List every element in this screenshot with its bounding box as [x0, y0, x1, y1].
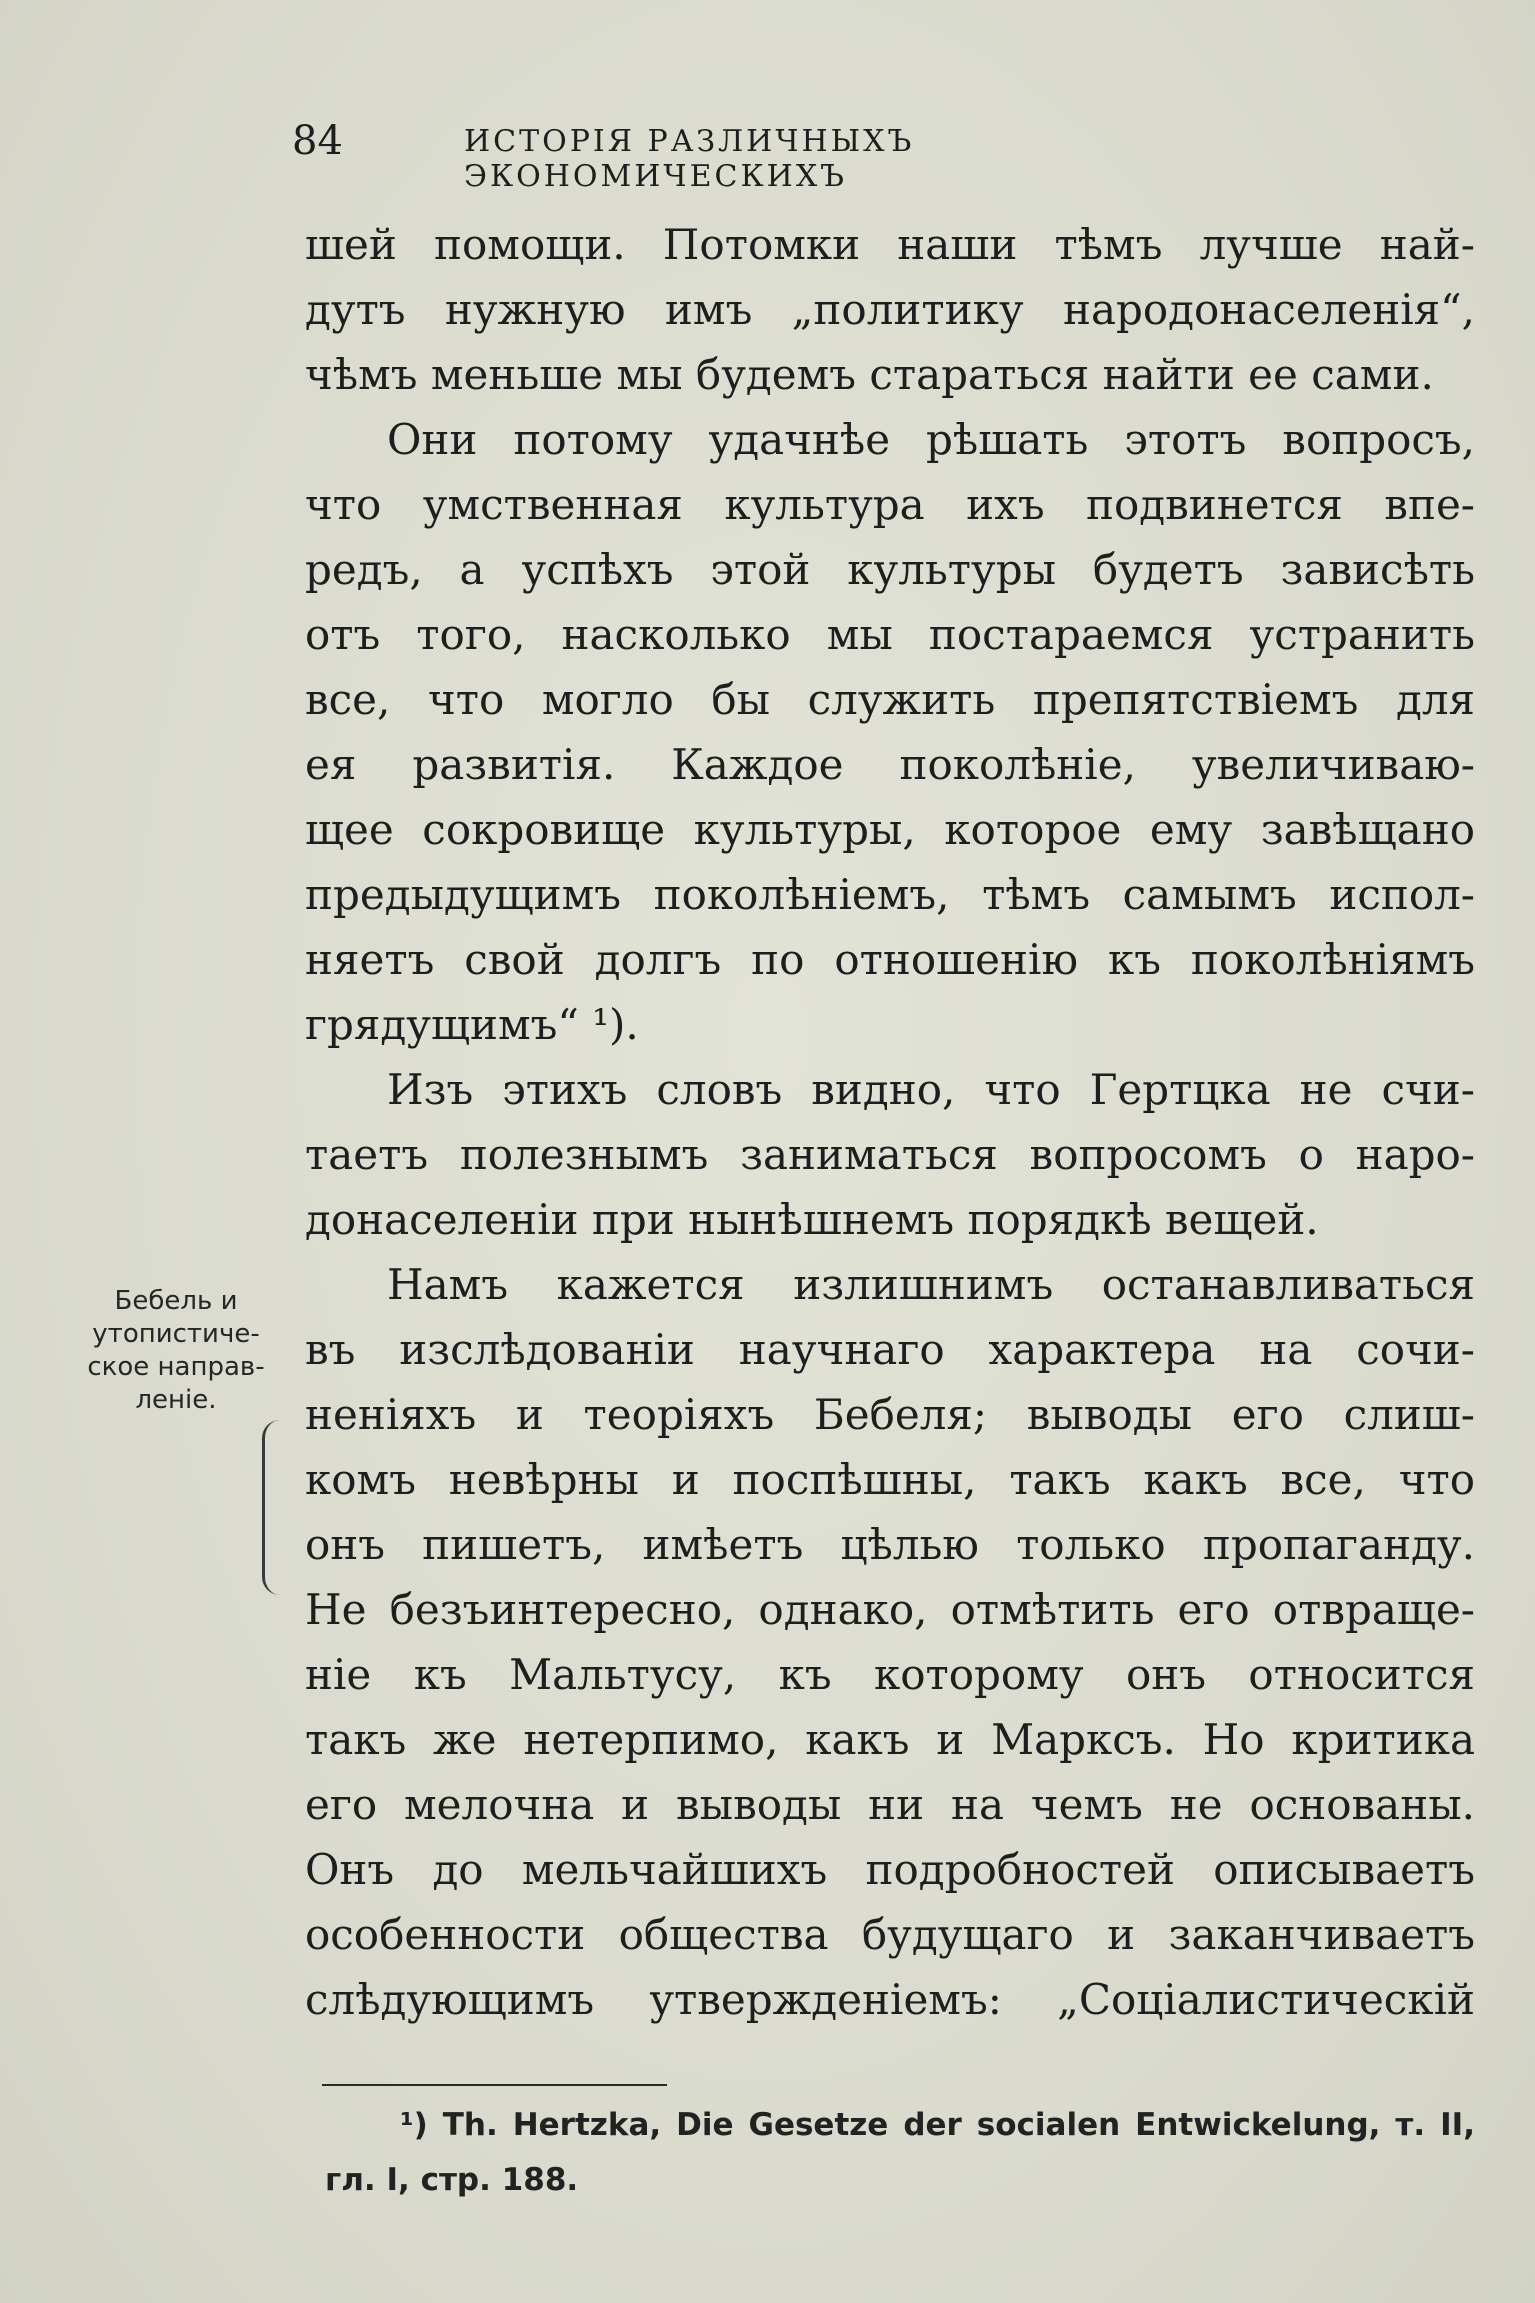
text-line: онъ пишетъ, имѣетъ цѣлью только пропаганду. [305, 1520, 1475, 1569]
text-line: что умственная культура ихъ подвинется впе- [305, 480, 1475, 529]
text-line: редъ, а успѣхъ этой культуры будетъ зависѣть [305, 545, 1475, 594]
footnote-line: ¹) Th. Hertzka, Die Gesetze der socialen Entwickelung, т. II, [400, 2107, 1475, 2143]
text-line: особенности общества будущаго и заканчиваетъ [305, 1910, 1475, 1959]
text-line: донаселеніи при нынѣшнемъ порядкѣ вещей. [305, 1195, 1319, 1244]
margin-note-line: леніе. [135, 1385, 217, 1415]
text-line: все, что могло бы служить препятствіемъ для [305, 675, 1475, 724]
text-line: щее сокровище культуры, которое ему завѣщано [305, 805, 1475, 854]
text-line: чѣмъ меньше мы будемъ стараться найти ее сами. [305, 350, 1434, 399]
text-line: такъ же нетерпимо, какъ и Марксъ. Но критика [305, 1715, 1475, 1764]
text-line: Не безъинтересно, однако, отмѣтить его отвраще- [305, 1585, 1475, 1634]
page-number: 84 [292, 118, 343, 164]
margin-note [56, 1285, 296, 1417]
text-line: шей помощи. Потомки наши тѣмъ лучше най- [305, 220, 1475, 269]
text-line: ніе къ Мальтусу, къ которому онъ относится [305, 1650, 1475, 1699]
text-line: комъ невѣрны и поспѣшны, такъ какъ все, что [305, 1455, 1475, 1504]
margin-note-line: Бебель и [114, 1286, 238, 1316]
text-line: его мелочна и выводы ни на чемъ не основаны. [305, 1780, 1475, 1829]
text-line: слѣдующимъ утвержденіемъ: „Соціалистическій [305, 1975, 1475, 2024]
footnote [325, 2098, 1475, 2208]
running-title: ИСТОРІЯ РАЗЛИЧНЫХЪ ЭКОНОМИЧЕСКИХЪ [464, 124, 915, 194]
text-line: дутъ нужную имъ „политику народонаселенія“, [305, 285, 1475, 334]
margin-note-line: утопистиче- [92, 1319, 260, 1349]
text-line: ея развитія. Каждое поколѣніе, увеличиваю- [305, 740, 1475, 789]
text-line: въ изслѣдованіи научнаго характера на сочи- [305, 1325, 1475, 1374]
text-line: предыдущимъ поколѣніемъ, тѣмъ самымъ испол- [305, 870, 1475, 919]
footnote-line: гл. I, стр. 188. [325, 2162, 579, 2198]
text-line: Изъ этихъ словъ видно, что Гертцка не счи- [387, 1065, 1475, 1114]
footnote-divider [322, 2084, 667, 2086]
text-line: Намъ кажется излишнимъ останавливаться [387, 1260, 1475, 1309]
body-text [305, 212, 1475, 2032]
text-line: отъ того, насколько мы постараемся устранить [305, 610, 1475, 659]
text-line: Они потому удачнѣе рѣшать этотъ вопросъ, [387, 415, 1475, 464]
text-line: неніяхъ и теоріяхъ Бебеля; выводы его слиш- [305, 1390, 1475, 1439]
page-header [292, 118, 1292, 194]
text-line: таетъ полезнымъ заниматься вопросомъ о наро- [305, 1130, 1475, 1179]
margin-brace [262, 1420, 287, 1595]
text-line: Онъ до мельчайшихъ подробностей описываетъ [305, 1845, 1475, 1894]
margin-note-line: ское направ- [87, 1352, 265, 1382]
text-line: няетъ свой долгъ по отношенію къ поколѣніямъ [305, 935, 1475, 984]
text-line: грядущимъ“ ¹). [305, 1000, 639, 1049]
